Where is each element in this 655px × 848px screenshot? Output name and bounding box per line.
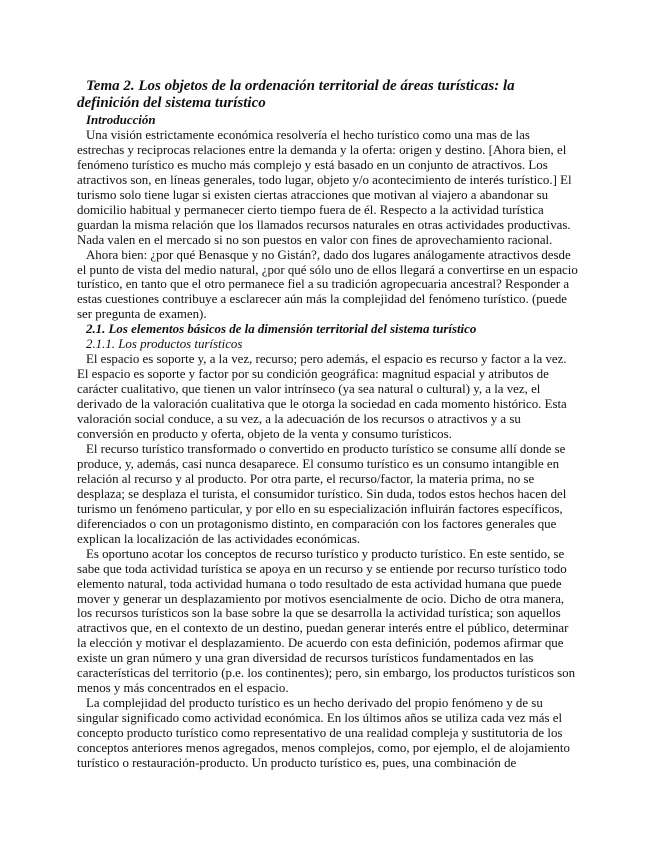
section-paragraph-1: El espacio es soporte y, a la vez, recurso; pero además, el espacio es recurso y factor a la vez. El espacio es soporte y factor por su condición geográfica: magnitud espacial y atributos de carácter cualitativo, que tienen un valor intrínseco (ya sea natural o cultural) y, a la vez, el derivado de la valoración cualitativa que le otorga la sociedad en cada momento histórico. Esta valoración social conduce, a su vez, a la adecuación de los recursos o atractivos y a su conversión en producto y oferta, objeto de la venta y consumo turísticos.: [77, 352, 567, 442]
document-title: Tema 2. Los objetos de la ordenación territorial de áreas turísticas: la definición del sistema turístico: [77, 78, 515, 111]
subsection-heading: 2.1.1. Los productos turísticos: [86, 337, 243, 352]
section-heading: 2.1. Los elementos básicos de la dimensión territorial del sistema turístico: [86, 322, 477, 337]
intro-heading: Introducción: [86, 113, 156, 127]
document-page: [77, 78, 580, 771]
intro-paragraph-2: Ahora bien: ¿por qué Benasque y no Gistán?, dado dos lugares análogamente atractivos desde el punto de vista del medio natural, ¿por qué sólo uno de ellos llegará a convertirse en un espacio turístico, en tanto que el otro permanece fiel a su tradición agropecuaria ancestral? Responder a estas cuestiones contribuye a esclarecer aún más la complejidad del fenómeno turístico. (puede ser pregunta de examen).: [77, 247, 578, 322]
section-paragraph-2: El recurso turístico transformado o convertido en producto turístico se consume allí donde se produce, y, además, casi nunca desaparece. El consumo turístico es un consumo intangible en relación al recurso y al producto. Por otra parte, el recurso/factor, la materia prima, no se desplaza; se desplaza el turista, el consumidor turístico. Sin duda, todos estos hechos hacen del turismo un fenómeno particular, y por ello en su especialización influirán factores específicos, diferenciados o con un protagonismo distinto, en comparación con los factores generales que explican la localización de las actividades económicas.: [77, 441, 567, 546]
intro-paragraph-1: Una visión estrictamente económica resolvería el hecho turístico como una mas de las estrechas y reciprocas relaciones entre la demanda y la oferta: origen y destino. [Ahora bien, el fenómeno turístico es mucho más complejo y está basado en un conjunto de atractivos. Los atractivos son, en líneas generales, todo lugar, objeto y/o acontecimiento de interés turístico.] El turismo solo tiene lugar si existen ciertas atracciones que motivan al viajero a abandonar su domicilio habitual y permanecer cierto tiempo fuera de él. Respecto a la actividad turística guardan la misma relación que los llamados recursos naturales en otras actividades productivas. Nada valen en el mercado si no son puestos en valor con fines de aprovechamiento racional.: [77, 127, 572, 247]
section-paragraph-3: Es oportuno acotar los conceptos de recurso turístico y producto turístico. En este sentido, se sabe que toda actividad turística se apoya en un recurso y se entiende por recurso turístico todo elemento natural, toda actividad humana o todo resultado de esta actividad humana que puede mover y generar un desplazamiento por motivos esencialmente de ocio. Dicho de otra manera, los recursos turísticos son la base sobre la que se desarrolla la actividad turística; son aquellos atractivos que, en el contexto de un destino, puedan generar interés entre el público, determinar la elección y motivar el desplazamiento. De acuerdo con esta definición, podemos afirmar que existe un gran número y una gran diversidad de recursos turísticos fundamentados en las características del territorio (p.e. los continentes); pero, sin embargo, los productos turísticos son menos y más concentrados en el espacio.: [77, 546, 576, 696]
section-paragraph-4: La complejidad del producto turístico es un hecho derivado del propio fenómeno y de su singular significado como actividad económica. En los últimos años se utiliza cada vez más el concepto producto turístico como representativo de una realidad compleja y sustitutoria de los conceptos anteriores menos agregados, menos complejos, como, por ejemplo, el de alojamiento turístico o restauración-producto. Un producto turístico es, pues, una combinación de: [77, 696, 570, 770]
